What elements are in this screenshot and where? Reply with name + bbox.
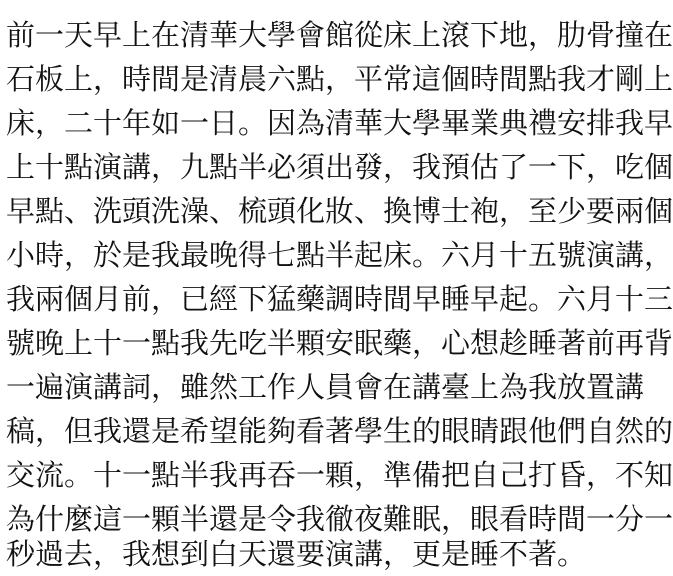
text-line: 為什麼這一顆半還是令我徹夜難眠，眼看時間一分一	[6, 502, 673, 536]
text-line: 上十點演講，九點半必須出發，我預估了一下，吃個	[6, 150, 673, 184]
text-line: 我兩個月前，已經下猛藥調時間早睡早起。六月十三	[6, 282, 673, 316]
text-line: 床，二十年如一日。因為清華大學畢業典禮安排我早	[6, 106, 673, 140]
text-line: 號晚上十一點我先吃半顆安眠藥，心想趁睡著前再背	[6, 326, 673, 360]
text-line: 交流。十一點半我再吞一顆，準備把自己打昏，不知	[6, 458, 673, 492]
text-line: 早點、洗頭洗澡、梳頭化妝、換博士袍，至少要兩個	[6, 194, 673, 228]
text-line: 石板上，時間是清晨六點，平常這個時間點我才剛上	[6, 62, 673, 96]
text-line: 前一天早上在清華大學會館從床上滾下地，肋骨撞在	[6, 18, 673, 52]
text-line: 秒過去，我想到白天還要演講，更是睡不著。	[6, 537, 587, 571]
text-line: 稿，但我還是希望能夠看著學生的眼睛跟他們自然的	[6, 414, 673, 448]
text-line: 小時，於是我最晚得七點半起床。六月十五號演講，	[6, 238, 673, 272]
text-line: 一遍演講詞，雖然工作人員會在講臺上為我放置講	[6, 370, 645, 404]
